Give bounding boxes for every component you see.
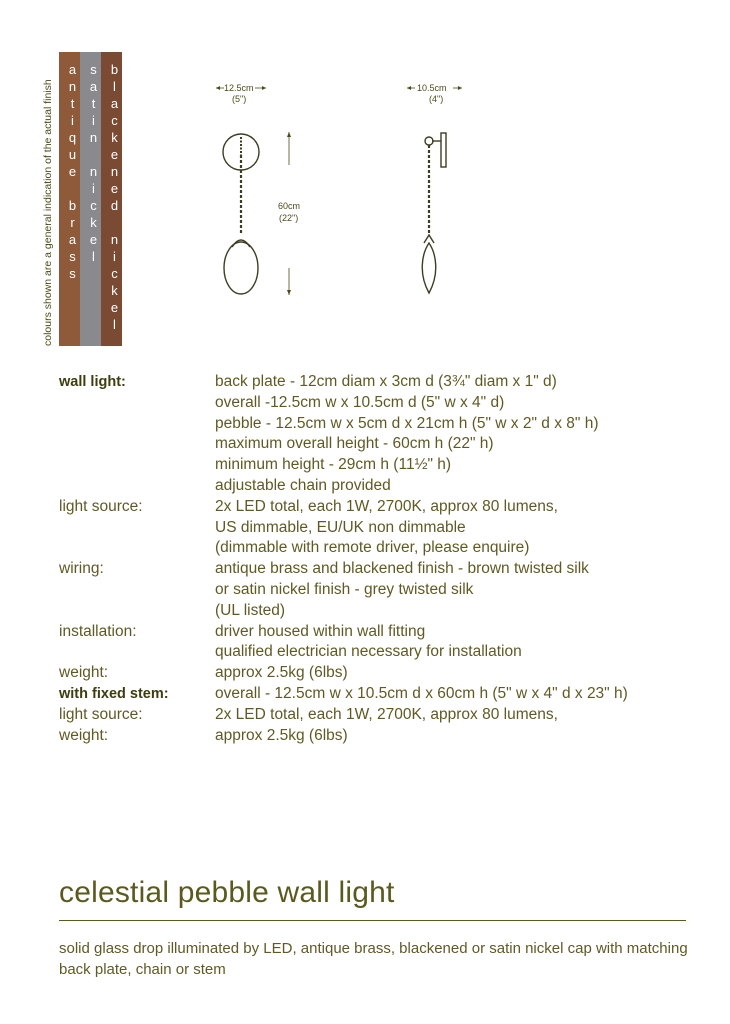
spec-label: installation: [59,622,137,640]
spec-value: or satin nickel finish - grey twisted silk [215,580,474,598]
product-description: solid glass drop illuminated by LED, antique brass, blackened or satin nickel cap with matching back plate, chain or stem [59,940,688,978]
height-label: 60cm [278,201,301,211]
spec-row [59,622,699,643]
spec-value: 2x LED total, each 1W, 2700K, approx 80 lumens, [215,497,558,515]
side-width-label: 10.5cm [417,83,447,93]
spec-table [59,372,699,746]
spec-value: 2x LED total, each 1W, 2700K, approx 80 lumens, [215,705,558,723]
spec-label [59,393,215,414]
spec-label [59,601,215,622]
front-width-inch-label: (5") [232,94,247,104]
spec-row [59,559,699,580]
side-view-lamp [422,133,446,293]
spec-row [59,372,699,393]
finish-disclaimer: colours shown are a general indication of the actual finish [42,79,54,346]
spec-value: approx 2.5kg (6lbs) [215,664,348,682]
spec-row [59,393,699,414]
front-view-lamp [223,134,259,294]
height-inch-label: (22") [279,213,299,223]
front-width-label: 12.5cm [224,83,254,93]
spec-value: (dimmable with remote driver, please enquire) [215,539,530,557]
spec-value: driver housed within wall fitting [215,622,426,640]
front-width-dimension [216,83,266,104]
spec-value: adjustable chain provided [215,476,391,494]
spec-row [59,601,699,622]
swatch-satin-nickel: satin nickel [80,52,101,346]
spec-label: weight: [59,726,109,744]
spec-row [59,434,699,455]
spec-row [59,455,699,476]
spec-label [59,642,215,663]
spec-value: overall -12.5cm w x 10.5cm d (5" w x 4" d) [215,393,505,411]
spec-label: weight: [59,664,109,682]
title-divider [59,920,686,921]
spec-row [59,663,699,684]
spec-label: light source: [59,705,143,723]
spec-value: back plate - 12cm diam x 3cm d (3¾" diam x 1" d) [215,373,557,390]
spec-value: US dimmable, EU/UK non dimmable [215,518,466,536]
spec-value: maximum overall height - 60cm h (22" h) [215,435,494,453]
spec-row [59,538,699,559]
spec-row [59,518,699,539]
spec-label [59,476,215,497]
spec-row [59,726,699,747]
spec-row [59,705,699,726]
spec-row [59,414,699,435]
spec-value: overall - 12.5cm w x 10.5cm d x 60cm h (5" w x 4" d x 23" h) [215,684,628,702]
spec-label [59,434,215,455]
product-title: celestial pebble wall light [59,876,395,909]
side-width-inch-label: (4") [429,94,444,104]
spec-row [59,684,699,705]
spec-value: pebble - 12.5cm w x 5cm d x 21cm h (5" w x 2" d x 8" h) [215,414,599,432]
spec-value: (UL listed) [215,601,286,619]
spec-label [59,414,215,435]
spec-label [59,518,215,539]
spec-label: wiring: [59,560,104,578]
product-drawing [200,75,500,305]
spec-row [59,642,699,663]
spec-label [59,455,215,476]
swatch-blackened-nickel: blackened nickel [101,52,122,346]
spec-value: minimum height - 29cm h (11½" h) [215,456,452,474]
spec-row [59,497,699,518]
spec-row [59,476,699,497]
spec-label: with fixed stem: [59,685,169,702]
height-dimension [278,132,300,295]
spec-label [59,580,215,601]
spec-value: qualified electrician necessary for installation [215,643,522,661]
spec-label: wall light: [59,374,126,390]
spec-value: approx 2.5kg (6lbs) [215,726,348,744]
side-width-dimension [407,83,462,104]
spec-value: antique brass and blackened finish - brown twisted silk [215,560,589,578]
swatch-antique-brass: antique brass [59,52,80,346]
spec-label: light source: [59,497,143,515]
spec-row [59,580,699,601]
spec-label [59,538,215,559]
